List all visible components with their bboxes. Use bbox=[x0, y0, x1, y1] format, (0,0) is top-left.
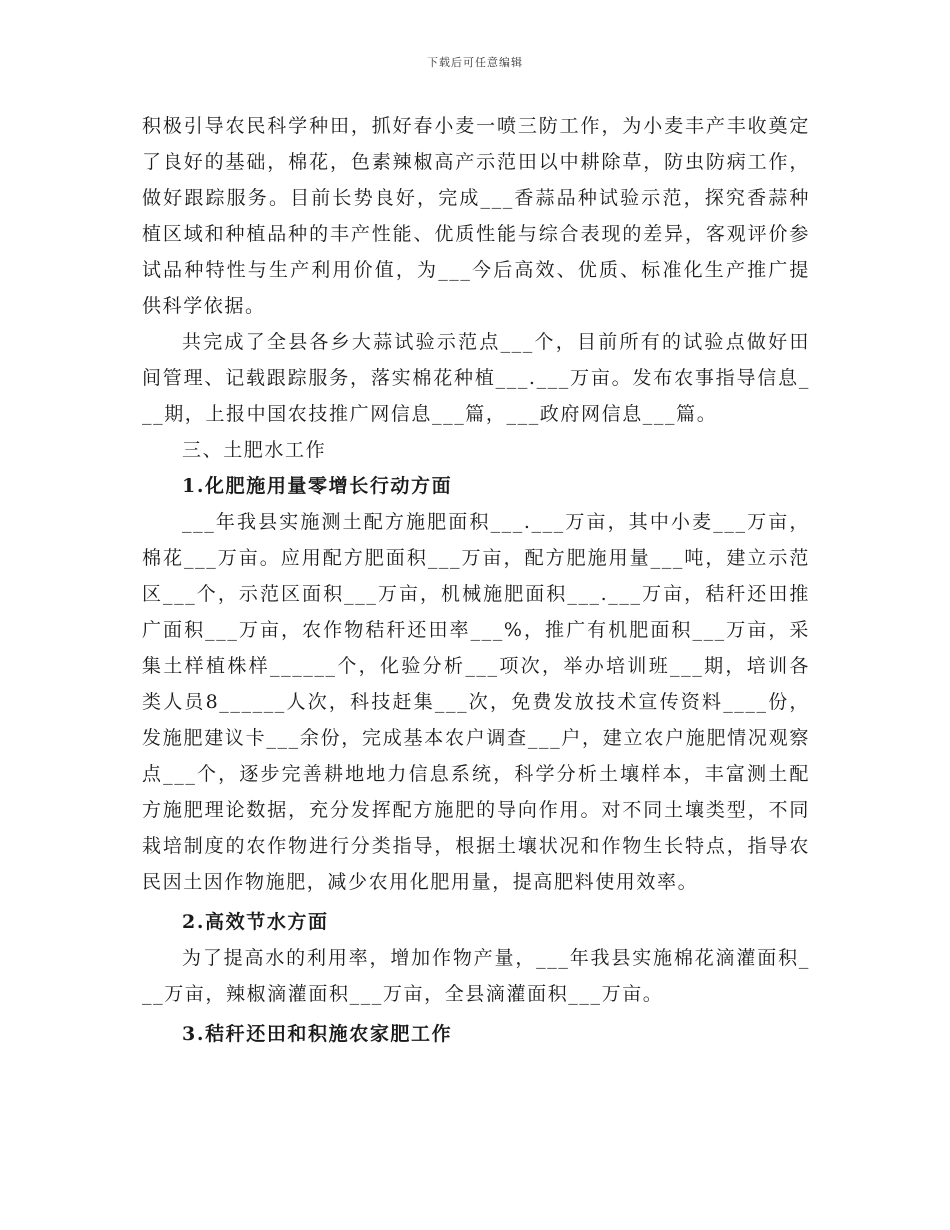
paragraph-drip-irrigation: 为了提高水的利用率，增加作物产量，___年我县实施棉花滴灌面积___万亩，辣椒滴灌面积___万亩，全县滴灌面积___万亩。 bbox=[142, 947, 810, 1005]
document-body bbox=[142, 108, 810, 1052]
subheading-water-saving: 2.高效节水方面 bbox=[182, 911, 329, 933]
paragraph-garlic-trial-points: 共完成了全县各乡大蒜试验示范点___个，目前所有的试验点做好田间管理、记载跟踪服务，落实棉花种植___.___万亩。发布农事指导信息___期，上报中国农技推广网信息___篇，___政府网信息___篇。 bbox=[142, 331, 810, 425]
subheading-fertilizer-zero-growth: 1.化肥施用量零增长行动方面 bbox=[182, 475, 453, 497]
page-header: 下载后可任意编辑 bbox=[427, 56, 523, 69]
subheading-straw-manure: 3.秸秆还田和积施农家肥工作 bbox=[182, 1023, 453, 1045]
paragraph-wheat-cotton-garlic: 积极引导农民科学种田，抓好春小麦一喷三防工作，为小麦丰产丰收奠定了良好的基础，棉花，色素辣椒高产示范田以中耕除草，防虫防病工作，做好跟踪服务。目前长势良好，完成___香蒜品种试验示范，探究香蒜种植区域和种植品种的丰产性能、优质性能与综合表现的差异，客观评价参试品种特性与生产利用价值，为___今后高效、优质、标准化生产推广提供科学依据。 bbox=[142, 115, 810, 317]
section-heading-soil-fertilizer-water: 三、土肥水工作 bbox=[182, 439, 327, 461]
paragraph-soil-testing-fertilization: ___年我县实施测土配方施肥面积___.___万亩，其中小麦___万亩，棉花___万亩。应用配方肥面积___万亩，配方肥施用量___吨，建立示范区___个，示范区面积___万亩，机械施肥面积___.___万亩，秸秆还田推广面积___万亩，农作物秸秆还田率___%，推广有机肥面积___万亩，采集土样植株样______个，化验分析___项次，举办培训班___期，培训各类人员8______人次，科技赶集___次，免费发放技术宣传资料____份，发施肥建议卡___余份，完成基本农户调查___户，建立农户施肥情况观察点___个，逐步完善耕地地力信息系统，科学分析土壤样本，丰富测土配方施肥理论数据，充分发挥配方施肥的导向作用。对不同土壤类型，不同栽培制度的农作物进行分类指导，根据土壤状况和作物生长特点，指导农民因土因作物施肥，减少农用化肥用量，提高肥料使用效率。 bbox=[142, 511, 810, 893]
